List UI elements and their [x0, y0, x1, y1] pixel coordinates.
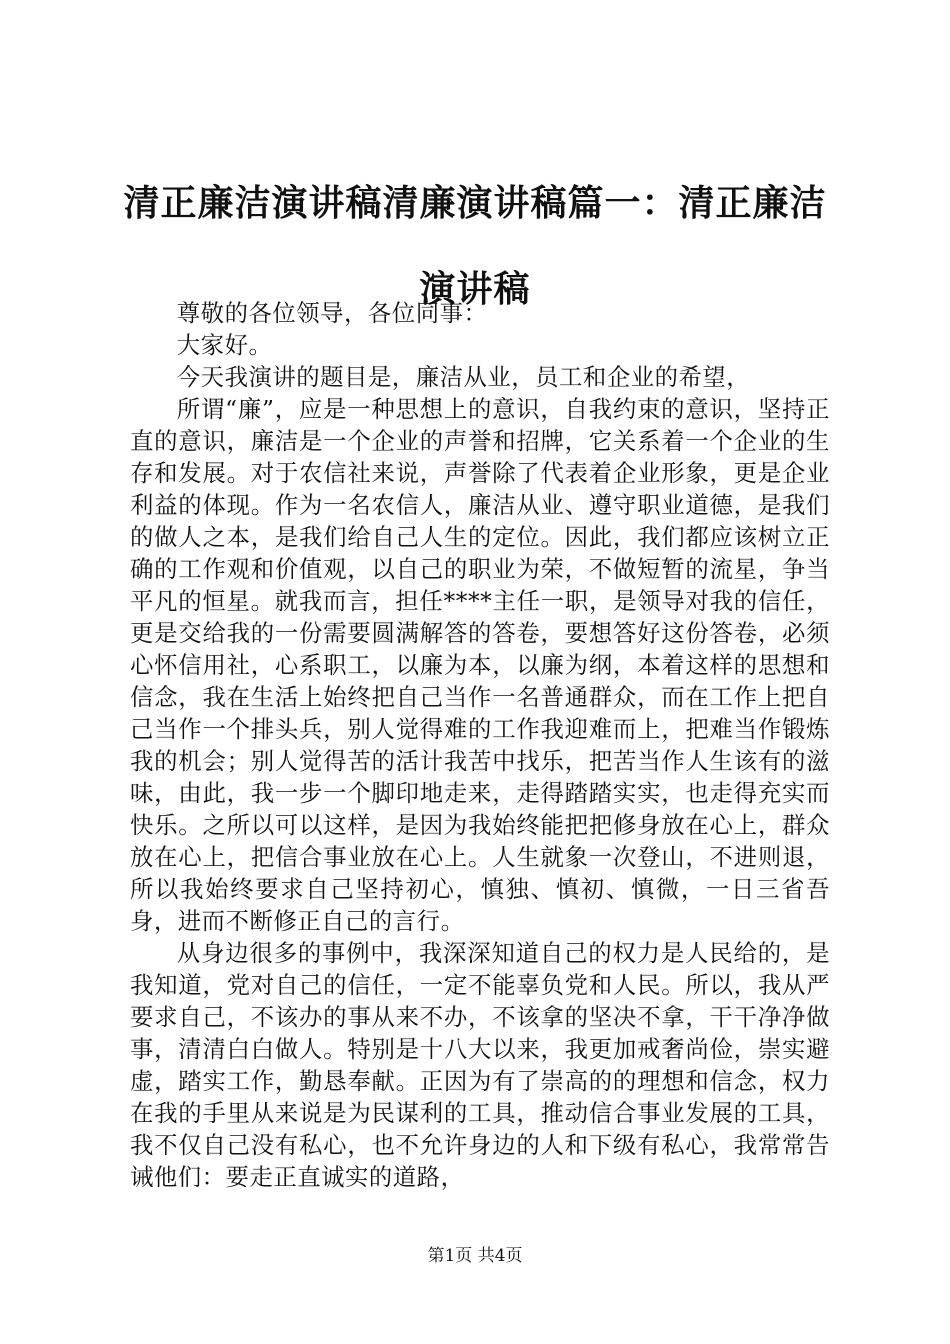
- page-number-footer: 第1页 共4页: [427, 1246, 523, 1266]
- greeting-paragraph: 大家好。: [176, 331, 273, 359]
- document-title: 清正廉洁演讲稿清廉演讲稿篇一：清正廉洁演讲稿: [123, 182, 827, 310]
- salutation-paragraph: 尊敬的各位领导，各位同事：: [176, 299, 488, 327]
- body-paragraph: 所谓“廉”，应是一种思想上的意识，自我约束的意识，坚持正直的意识，廉洁是一个企业的声誉和招牌，它关系着一个企业的生存和发展。对于农信社来说，声誉除了代表着企业形象，更是企业利益的体现。作为一名农信人，廉洁从业、遵守职业道德，是我们的做人之本，是我们给自己人生的定位。因此，我们都应该树立正确的工作观和价值观，以自己的职业为荣，不做短暂的流星，争当平凡的恒星。就我而言，担任****主任一职，是领导对我的信任，更是交给我的一份需要圆满解答的答卷，要想答好这份答卷，必须心怀信用社，心系职工，以廉为本，以廉为纲，本着这样的思想和信念，我在生活上始终把自己当作一名普通群众，而在工作上把自己当作一个排头兵，别人觉得难的工作我迎难而上，把难当作锻炼我的机会；别人觉得苦的活计我苦中找乐，把苦当作人生该有的滋味，由此，我一步一个脚印地走来，走得踏踏实实，也走得充实而快乐。之所以可以这样，是因为我始终能把把修身放在心上，群众放在心上，把信合事业放在心上。人生就象一次登山，不进则退，所以我始终要求自己坚持初心，慎独、慎初、慎微，一日三省吾身，进而不断修正自己的言行。: [130, 395, 830, 935]
- document-body: [130, 297, 830, 1193]
- body-paragraph: 从身边很多的事例中，我深深知道自己的权力是人民给的，是我知道，党对自己的信任，一定不能辜负党和人民。所以，我从严要求自己，不该办的事从来不办，不该拿的坚决不拿，干干净净做事，清清白白做人。特别是十八大以来，我更加戒奢尚俭，崇实避虚，踏实工作，勤恳奉献。正因为有了崇高的的理想和信念，权力在我的手里从来说是为民谋利的工具，推动信合事业发展的工具，我不仅自己没有私心，也不允许身边的人和下级有私心，我常常告诫他们：要走正直诚实的道路，: [130, 939, 830, 1191]
- topic-paragraph: 今天我演讲的题目是，廉洁从业，员工和企业的希望，: [176, 363, 751, 391]
